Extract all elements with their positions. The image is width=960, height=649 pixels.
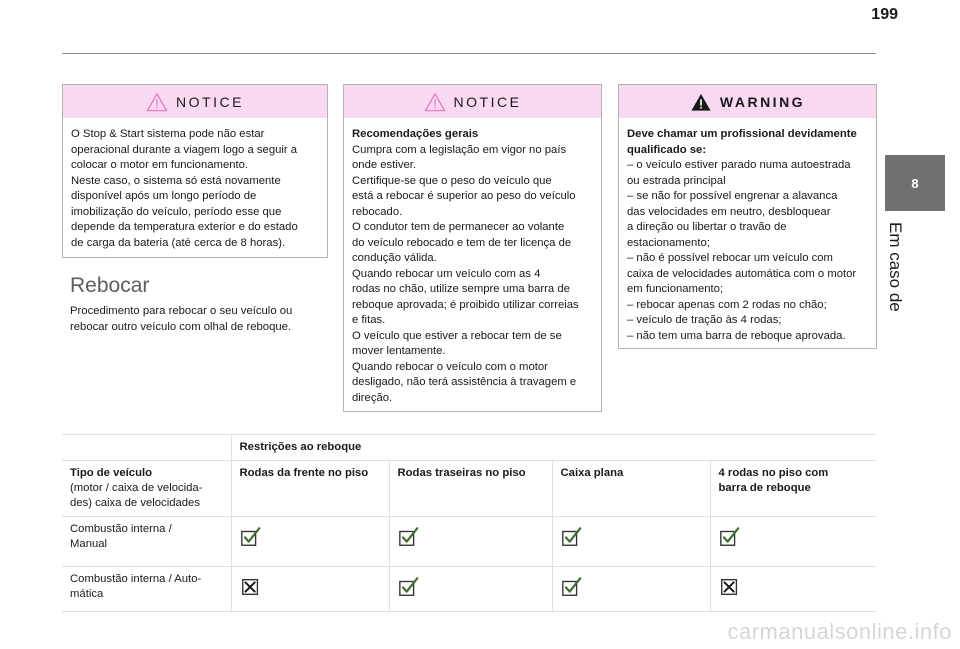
watermark: carmanualsonline.info — [727, 619, 952, 644]
column-header: 4 rodas no piso com barra de reboque — [710, 461, 876, 517]
warning-text: – o veículo estiver parado numa autoestrada ou estrada principal – se não for possível engrenar a alavanca das velocidades em neutro, desbloquear a direção ou libertar o travão de estacionamento; – não é possível rebocar um veículo com caixa de velocidades automática com o motor em funcionamento; – rebocar apenas com 2 rodas no chão; – veículo de tração às 4 rodas; – não tem uma barra de reboque aprovada. — [627, 159, 857, 342]
status-cell — [552, 567, 710, 612]
vehicle-type-subtitle: (motor / caixa de velocida- des) caixa de velocidades — [70, 482, 203, 509]
vehicle-type-title: Tipo de veículo — [70, 467, 153, 479]
chapter-title: Em caso de — [886, 222, 905, 312]
column-header: Rodas da frente no piso — [231, 461, 389, 517]
checkbox-checked-icon — [561, 576, 583, 598]
table-header-row — [62, 461, 876, 517]
notice-bold-title: Recomendações gerais — [352, 128, 479, 140]
row-label: Combustão interna / Manual — [62, 517, 231, 567]
warning-heading: WARNING — [719, 93, 806, 110]
status-cell — [231, 567, 389, 612]
towing-restrictions-table — [62, 434, 876, 612]
notice-header — [344, 85, 601, 118]
warning-box — [618, 84, 877, 349]
section-text: Procedimento para rebocar o seu veículo ou rebocar outro veículo com olhal de reboque. — [70, 305, 293, 333]
checkbox-checked-icon — [719, 526, 741, 548]
notice-heading: NOTICE — [453, 93, 522, 110]
column-header: Rodas traseiras no piso — [389, 461, 552, 517]
vehicle-type-header — [62, 461, 231, 517]
status-cell — [389, 517, 552, 567]
warning-header — [619, 85, 876, 118]
notice-heading: NOTICE — [176, 93, 244, 110]
section-title: Rebocar — [70, 274, 150, 297]
table-row — [62, 517, 876, 567]
checkbox-checked-icon — [398, 526, 420, 548]
checkbox-checked-icon — [240, 526, 262, 548]
status-cell — [552, 517, 710, 567]
status-cell — [231, 517, 389, 567]
notice-text: O Stop & Start sistema pode não estar operacional durante a viagem logo a seguir a colocar o motor em funcionamento. Neste caso, o sistema só está novamente disponível após um longo período de imobilização do veículo, período esse que depende da temperatura exterior e do estado de carga da bateria (até cerca de 8 horas). — [71, 128, 298, 249]
warning-triangle-icon — [146, 92, 168, 112]
notice-text: Cumpra com a legislação em vigor no país onde estiver. Certifique-se que o peso do veículo que está a rebocar é superior ao peso do veículo rebocado. O condutor tem de permanecer ao volante do veículo rebocado e tem de ter licença de condução válida. Quando rebocar um veículo com as 4 rodas no chão, utilize sempre uma barra de reboque aprovada; é proibido utilizar correias e fitas. O veículo que estiver a rebocar tem de se mover lentamente. Quando rebocar o veículo com o motor desligado, não terá assistência à travagem e direção. — [352, 143, 579, 404]
warning-triangle-icon — [690, 92, 712, 112]
page-number: 199 — [871, 6, 898, 23]
header-divider — [62, 53, 876, 54]
row-label: Combustão interna / Auto- mática — [62, 567, 231, 612]
checkbox-checked-icon — [398, 576, 420, 598]
warning-bold-title: Deve chamar um profissional devidamente qualificado se: — [627, 128, 857, 156]
status-cell — [389, 567, 552, 612]
checkbox-crossed-icon — [240, 576, 262, 598]
table-row — [62, 567, 876, 612]
notice-header — [63, 85, 327, 118]
checkbox-crossed-icon — [719, 576, 741, 598]
status-cell — [710, 517, 876, 567]
column-header: Caixa plana — [552, 461, 710, 517]
table-caption: Restrições ao reboque — [231, 435, 876, 461]
status-cell — [710, 567, 876, 612]
table-corner-cell — [62, 435, 231, 461]
warning-triangle-icon — [424, 92, 446, 112]
notice-box-stop-start — [62, 84, 328, 258]
checkbox-checked-icon — [561, 526, 583, 548]
notice-box-recommendations — [343, 84, 602, 412]
chapter-tab[interactable]: 8 — [885, 155, 945, 211]
